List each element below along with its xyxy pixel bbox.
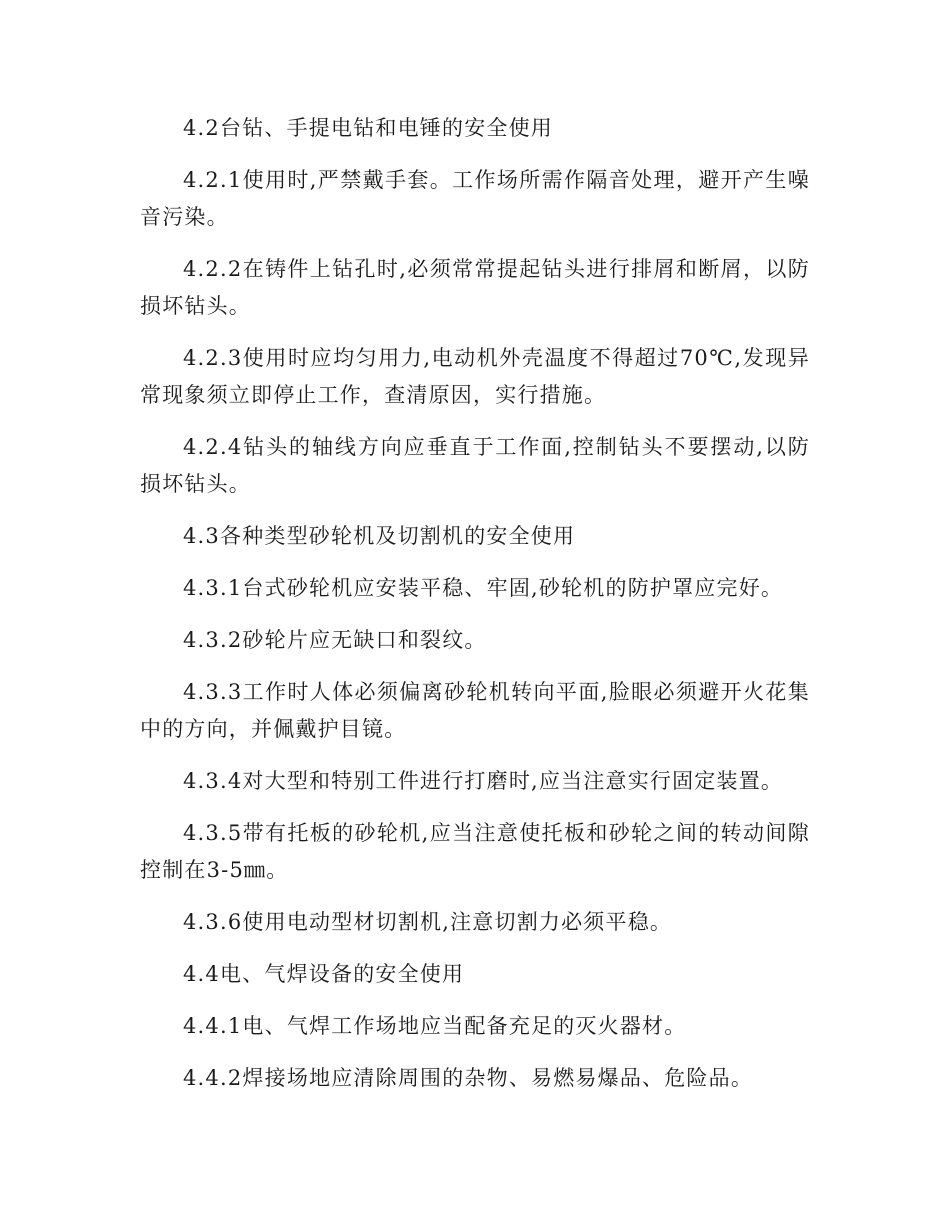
section-heading-4-2: 4.2台钻、手提电钻和电锤的安全使用 — [183, 116, 553, 140]
clause-4-2-4: 4.2.4钻头的轴线方向应垂直于工作面,控制钻头不要摆动,以防损坏钻头。 — [140, 435, 810, 496]
clause-4-2-2: 4.2.2在铸件上钻孔时,必须常常提起钻头进行排屑和断屑，以防损坏钻头。 — [140, 257, 810, 318]
document-body — [140, 110, 810, 1112]
section-heading-4-3: 4.3各种类型砂轮机及切割机的安全使用 — [183, 524, 576, 548]
clause-4-3-6: 4.3.6使用电动型材切割机,注意切割力必须平稳。 — [183, 910, 673, 934]
clause-4-4-1: 4.4.1电、气焊工作场地应当配备充足的灭火器材。 — [183, 1014, 687, 1038]
clause-4-3-3: 4.3.3工作时人体必须偏离砂轮机转向平面,脸眼必须避开火花集中的方向，并佩戴护目镜。 — [140, 680, 810, 741]
clause-4-2-3: 4.2.3使用时应均匀用力,电动机外壳温度不得超过70℃,发现异常现象须立即停止工作，查清原因，实行措施。 — [140, 346, 810, 407]
clause-4-3-1: 4.3.1台式砂轮机应安装平稳、牢固,砂轮机的防护罩应完好。 — [183, 576, 784, 600]
clause-4-2-1: 4.2.1使用时,严禁戴手套。工作场所需作隔音处理，避开产生噪音污染。 — [140, 168, 810, 229]
clause-4-3-5: 4.3.5带有托板的砂轮机,应当注意使托板和砂轮之间的转动间隙控制在3-5㎜。 — [140, 821, 810, 882]
clause-4-3-2: 4.3.2砂轮片应无缺口和裂纹。 — [183, 628, 487, 652]
clause-4-4-2: 4.4.2焊接场地应清除周围的杂物、易燃易爆品、危险品。 — [183, 1066, 754, 1090]
section-heading-4-4: 4.4电、气焊设备的安全使用 — [183, 962, 465, 986]
clause-4-3-4: 4.3.4对大型和特别工件进行打磨时,应当注意实行固定装置。 — [183, 769, 784, 793]
